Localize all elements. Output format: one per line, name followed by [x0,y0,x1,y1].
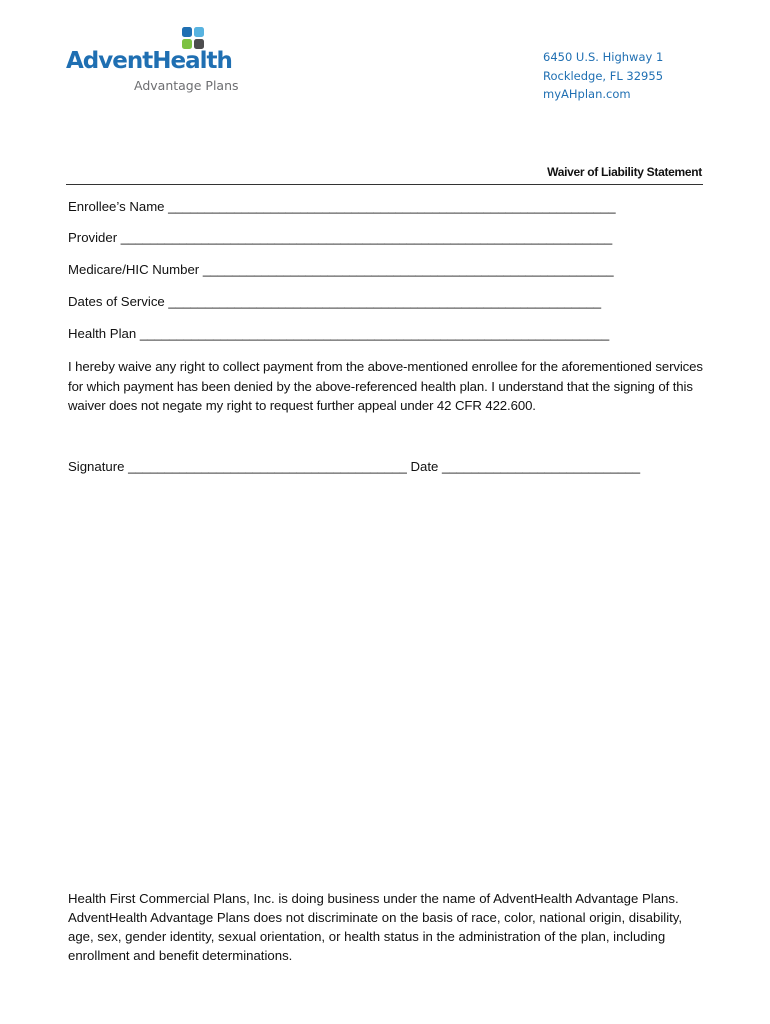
address-line-street: 6450 U.S. Highway 1 [543,50,664,64]
address-block [543,48,663,104]
adventhealth-logo [66,26,256,96]
enrollee-name-field[interactable]: Enrollee’s Name _____________________________________________________________ [68,199,616,214]
provider-field[interactable]: Provider ___________________________________________________________________ [68,230,613,245]
signature-date-line[interactable]: Signature ______________________________________ Date ___________________________ [68,459,641,474]
document-title: Waiver of Liability Statement [547,165,702,179]
medicare-hic-number-field[interactable]: Medicare/HIC Number ________________________________________________________ [68,262,614,277]
logo-subtitle: Advantage Plans [134,78,239,93]
nondiscrimination-notice: Health First Commercial Plans, Inc. is doing business under the name of AdventHealth Advantage Plans. AdventHealth Advantage Plans does not discriminate on the basis of race, color, national origin, disability, age, sex, gender identity, sexual orientation, or health status in the administration of the plan, including enrollment and benefit determinations. [68,891,683,963]
address-line-city: Rockledge, FL 32955 [543,68,664,83]
dates-of-service-field[interactable]: Dates of Service ___________________________________________________________ [68,294,602,309]
title-divider [66,184,703,185]
waiver-statement: I hereby waive any right to collect payment from the above-mentioned enrollee for the aforementioned services for which payment has been denied by the above-referenced health plan. I understand that the signing of this waiver does not negate my right to request further appeal under 42 CFR 422.600. [68,359,703,413]
logo-name: AdventHealth [66,48,232,74]
health-plan-field[interactable]: Health Plan ________________________________________________________________ [68,326,610,341]
website-link[interactable]: myAHplan.com [543,87,631,101]
